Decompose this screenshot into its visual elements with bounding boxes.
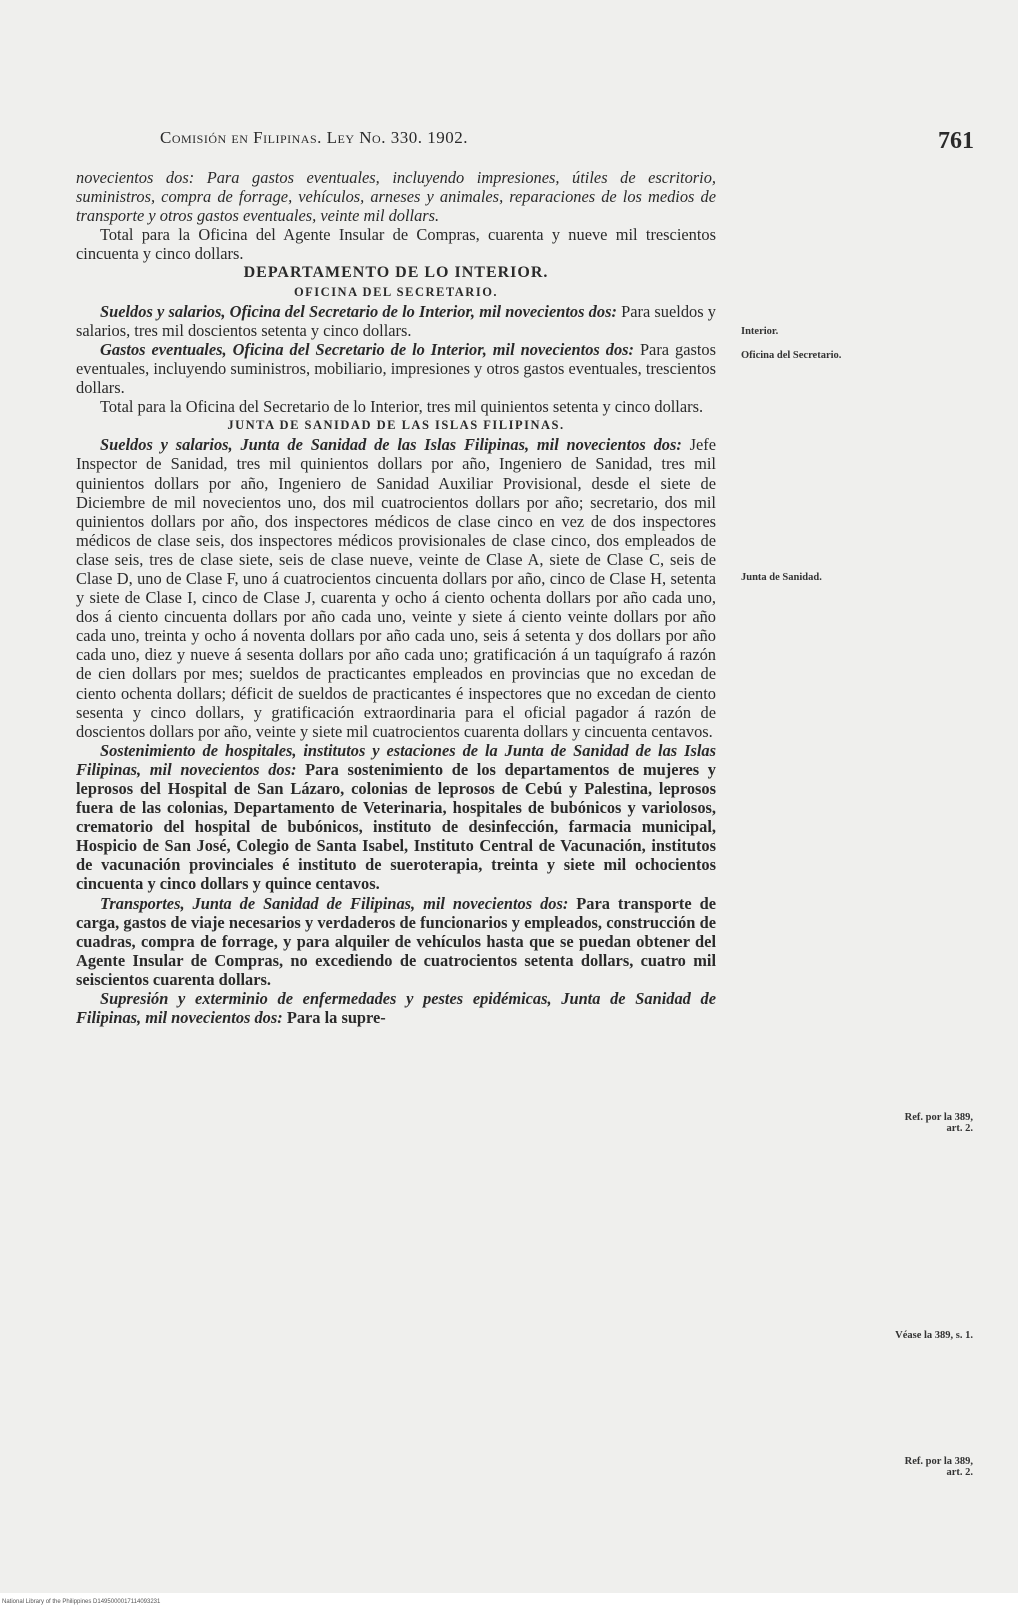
main-text-column	[76, 168, 716, 1027]
paragraph-supresion	[76, 989, 716, 1027]
paragraph-hospitales	[76, 741, 716, 894]
board-heading: JUNTA DE SANIDAD DE LAS ISLAS FILIPINAS.	[227, 418, 565, 433]
item-lead: Supresión y exterminio de enfermedades y pestes epidémicas, Junta de Sanidad de Filipinas, mil novecientos dos:	[76, 989, 716, 1028]
margin-note-junta: Junta de Sanidad.	[741, 572, 822, 583]
page-number: 761	[938, 128, 974, 154]
office-heading: OFICINA DEL SECRETARIO.	[293, 284, 499, 299]
paragraph-total-secretario: Total para la Oficina del Secretario de lo Interior, tres mil quinientos setenta y cinco dollars.	[100, 397, 704, 417]
running-header: Comisión en Filipinas. Ley No. 330. 1902.	[160, 128, 468, 147]
margin-note-interior: Interior.	[741, 326, 779, 337]
item-body: Para gastos eventuales, incluyendo suministros, mobiliario, impresiones y otros gastos eventuales, trescientos dollars.	[76, 339, 717, 398]
paragraph-gastos-secretario	[76, 340, 716, 397]
paragraph-text: novecientos dos: Para gastos eventuales, incluyendo impresiones, útiles de escritorio, suministros, compra de forrage, vehículos, arneses y animales, reparaciones de los medios de transporte y otros gastos eventuales, veinte mil dollars.	[76, 168, 716, 226]
margin-note-ref-1: Ref. por la 389, art. 2.	[904, 1112, 973, 1134]
item-body: Para transporte de carga, gastos de viaje necesarios y verdaderos de funcionarios y empleados, construcción de cuadras, compra de forrage, y para alquiler de vehículos hasta que se puedan obtener del Agente Insular de Compras, no excediendo de cuatrocientos setenta dollars, cuatro mil seiscientos cuarenta dollars.	[76, 893, 716, 989]
item-body: Para la supre-	[282, 1008, 386, 1028]
item-lead: Transportes, Junta de Sanidad de Filipinas, mil novecientos dos:	[100, 893, 569, 913]
item-body: Para sostenimiento de los departamentos de mujeres y leprosos del Hospital de San Lázaro, colonias de leprosos de Cebú y Palestina, leprosos fuera de las colonias, Departamento de Veterinaria, hospitales de bubónicos y variolosos, crematorio del hospital de bubónicos, instituto de desinfección, farmacia municipal, Hospicio de San José, Colegio de Santa Isabel, Instituto Central de Vacunación, institutos de vacunación provinciales é instituto de sueroterapia, treinta y siete mil ochocientos cincuenta y cinco dollars y quince centavos.	[76, 759, 717, 894]
paragraph-sueldos-secretario	[76, 302, 716, 340]
margin-note-vease: Véase la 389, s. 1.	[895, 1330, 973, 1341]
paragraph-sueldos-junta	[76, 435, 716, 741]
item-body: Para sueldos y salarios, tres mil doscientos setenta y cinco dollars.	[76, 301, 716, 340]
item-lead: Sostenimiento de hospitales, institutos y estaciones de la Junta de Sanidad de las Islas Filipinas, mil novecientos dos:	[76, 740, 716, 779]
paragraph-transportes	[76, 894, 716, 989]
item-lead: Gastos eventuales, Oficina del Secretario de lo Interior, mil novecientos dos:	[100, 339, 634, 359]
paragraph-continuation	[76, 168, 716, 225]
margin-note-oficina: Oficina del Secretario.	[741, 350, 842, 361]
margin-note-ref-2: Ref. por la 389, art. 2.	[904, 1456, 973, 1478]
item-body: Jefe Inspector de Sanidad, tres mil quinientos dollars por año, Ingeniero de Sanidad, tres mil quinientos dollars por año, Ingeniero de Sanidad Auxiliar Provisional, desde el siete de Diciembre de mil novecientos uno, dos mil cuatrocientos dollars por año; secretario, dos mil quinientos dollars por año, dos inspectores médicos de clase cinco en vez de dos inspectores médicos de clase seis, dos inspectores médicos provisionales de clase cinco, dos empleados de clase seis, tres de clase siete, seis de clase nueve, veinte de Clase A, siete de Clase C, seis de Clase D, uno de Clase F, uno á cuatrocientos cincuenta dollars por año, cinco de Clase H, setenta y siete de Clase I, cinco de Clase J, cuarenta y ocho á ciento ochenta dollars por año cada uno, dos á ciento cincuenta dollars por año cada uno, veinte y siete á ciento veinte dollars por año cada uno, treinta y ocho á noventa dollars por año cada uno, seis á setenta y dos dollars por año cada uno, diez y nueve á sesenta dollars por año cada uno; gratificación á un taquígrafo á razón de cien dollars por mes; sueldos de practicantes empleados en provincias que no excedan de ciento ochenta dollars; déficit de sueldos de practicantes é inspectores que no excedan de ciento sesenta y cinco dollars, y gratificación extraordinaria para el oficial pagador á razón de doscientos dollars por año, veinte y siete mil cuatrocientos cuarenta dollars y cincuenta centavos.	[76, 435, 717, 741]
item-lead: Sueldos y salarios, Junta de Sanidad de las Islas Filipinas, mil novecientos dos:	[100, 435, 682, 455]
item-lead: Sueldos y salarios, Oficina del Secretario de lo Interior, mil novecientos dos:	[100, 301, 617, 321]
department-heading: DEPARTAMENTO DE LO INTERIOR.	[243, 264, 549, 282]
paragraph-total-compras: Total para la Oficina del Agente Insular de Compras, cuarenta y nueve mil trescientos cincuenta y cinco dollars.	[76, 225, 716, 264]
source-footer: National Library of the Philippines D1495000017114093231	[0, 1593, 1018, 1611]
